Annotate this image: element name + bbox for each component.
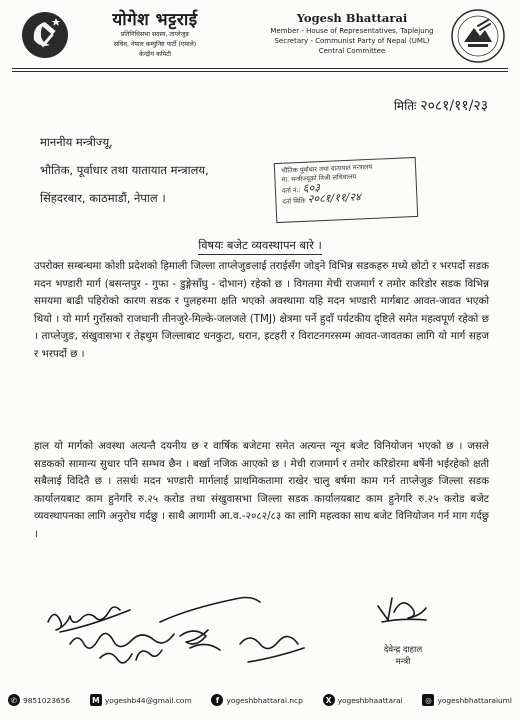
body-paragraph-1: उपरोक्त सम्बन्धमा कोशी प्रदेशको हिमाली जिल्ला ताप्लेजुङलाई तराईसँग जोड्ने विभिन्न सडकहरु मध्ये छोटो र भरपर्दो सडक मदन भण्डारी मार्ग (बसन्तपुर - गुफा - डुङ्गेसाँघु - दोभान) रहेको छ । विगतमा मेची राजमार्ग र तमोर करिडोर सडक विभिन्न समयमा बाढी पहिरोको कारण सडक र पुलहरुमा क्षति भएको अवस्थामा यहि मदन भण्डारी मार्गबाट आवत-जावत भएको थियो । यो मार्ग गुराँसको राजधानी तीनजुरे-मिल्के-जलजले (TMJ) क्षेत्रमा पर्ने हुदाँ पर्यटकीय दृष्टिले समेत महत्वपूर्ण रहेको छ । ताप्लेजुङ, संखुवासभा र तेह्रथुम जिल्लाबाट धनकुटा, धरान, इटहरी र विराटनगरसम्म आवत-जावतका लागि यो मार्ग सहज र भरपर्दो छ । [34,260,489,360]
footer-x[interactable] [323,694,403,706]
contact-footer [8,690,512,710]
handwritten-signatures [40,582,330,682]
stamp-darta-label: दर्ता नं.: [281,185,301,195]
footer-email[interactable] [90,694,192,706]
signatory-title: मन्त्री [395,657,411,667]
hammer-sickle-logo [20,10,70,60]
signatory-block [348,644,458,668]
nepali-line-3: केन्द्रीय कमिटी [139,51,171,58]
subject-text: विषयः बजेट व्यवस्थापन बारे । [198,238,322,255]
stamp-date-value: २०८१/११/२४ [307,190,362,206]
mail-icon: M [90,694,102,706]
nepali-line-1: प्रतिनिधिसभा सदस्य, ताप्लेजुङ [120,31,190,38]
stamp-line-1: भौतिक पूर्वाधार तथा यातायात मन्त्रालय [280,162,373,175]
addressee-line-1: माननीय मन्त्रीज्यू, [40,135,113,149]
footer-instagram-text: yogeshbhattaraiuml [437,695,512,705]
letterhead-english [262,10,442,56]
nepali-line-2: सचिव, नेपाल कम्युनिष्ट पार्टी (एमाले) [113,41,197,48]
instagram-icon: ◎ [422,694,434,706]
english-line-3: Central Committee [318,47,386,55]
english-line-1: Member - House of Representatives, Taplejung [270,27,434,35]
footer-email-text: yogeshb44@gmail.com [104,695,192,705]
footer-phone[interactable] [8,694,70,706]
letterhead-nepali [80,10,230,60]
body-paragraph-2: हाल यो मार्गको अवस्था अत्यन्तै दयनीय छ र वार्षिक बजेटमा समेत अत्यन्त न्यून बजेट विनियोजन भएको छ । जसले सडकको सामान्य सुधार पनि सम्भव छैन । बर्खा नजिक आएको छ । मेची राजमार्ग र तमोर करिडोरमा बर्षेनी भईरहेको क्षती सबैलाई विदितै छ । तसर्थः मदन भण्डारी मार्गलाई प्राथमिकतामा राखेर चालु बर्षमा काम गर्न ताप्लेजुङ जिल्ला सडक कार्यालयबाट काम हुनेगरि रु.२५ करोड तथा संखुवासभा जिल्ला सडक कार्यालयबाट काम हुनेगरि रु.२५ करोड बजेट व्यवस्थापनका लागि अनुरोध गर्दछु । साथै आगामी आ.व.-२०८२/८३ का लागि महत्वका साथ बजेट विनियोजन गर्न माग गर्दछु । [34,440,489,540]
footer-phone-text: 9851023656 [23,695,71,705]
receipt-stamp [274,157,418,223]
footer-x-text: yogeshbhaattarai [337,695,403,705]
footer-facebook[interactable] [211,694,302,706]
letterhead-rule-thin [12,71,508,72]
personal-emblem-logo [450,8,506,64]
stamp-line-2: मा. मन्त्रीज्यूको निजी सचिवालय [281,172,357,184]
letter-date [394,96,488,115]
subject-line [0,238,520,255]
stamp-darta-number: ६०३ [302,181,321,195]
addressee-block [40,128,209,212]
english-line-2: Secretary - Communist Party of Nepal (UML) [274,37,430,45]
addressee-line-3: सिंहदरबार, काठमाडौं, नेपाल । [40,191,166,205]
stamp-date-label: दर्ता मितिः [282,196,306,206]
minister-signature [372,582,432,632]
letterhead-rule [12,68,508,69]
footer-facebook-text: yogeshbhattarai.ncp [226,695,303,705]
english-name: Yogesh Bhattarai [296,11,408,25]
x-icon: X [323,694,335,706]
nepali-name: योगेश भट्टराई [112,10,198,30]
date-label: मितिः [393,99,417,113]
facebook-icon: f [211,694,223,706]
date-value: २०८१/११/२३ [420,98,488,114]
signatory-name: देवेन्द्र दाहाल [383,645,423,655]
footer-instagram[interactable] [422,694,511,706]
phone-icon: ✆ [8,694,20,706]
addressee-line-2: भौतिक, पूर्वाधार तथा यातायात मन्त्रालय, [40,163,209,177]
